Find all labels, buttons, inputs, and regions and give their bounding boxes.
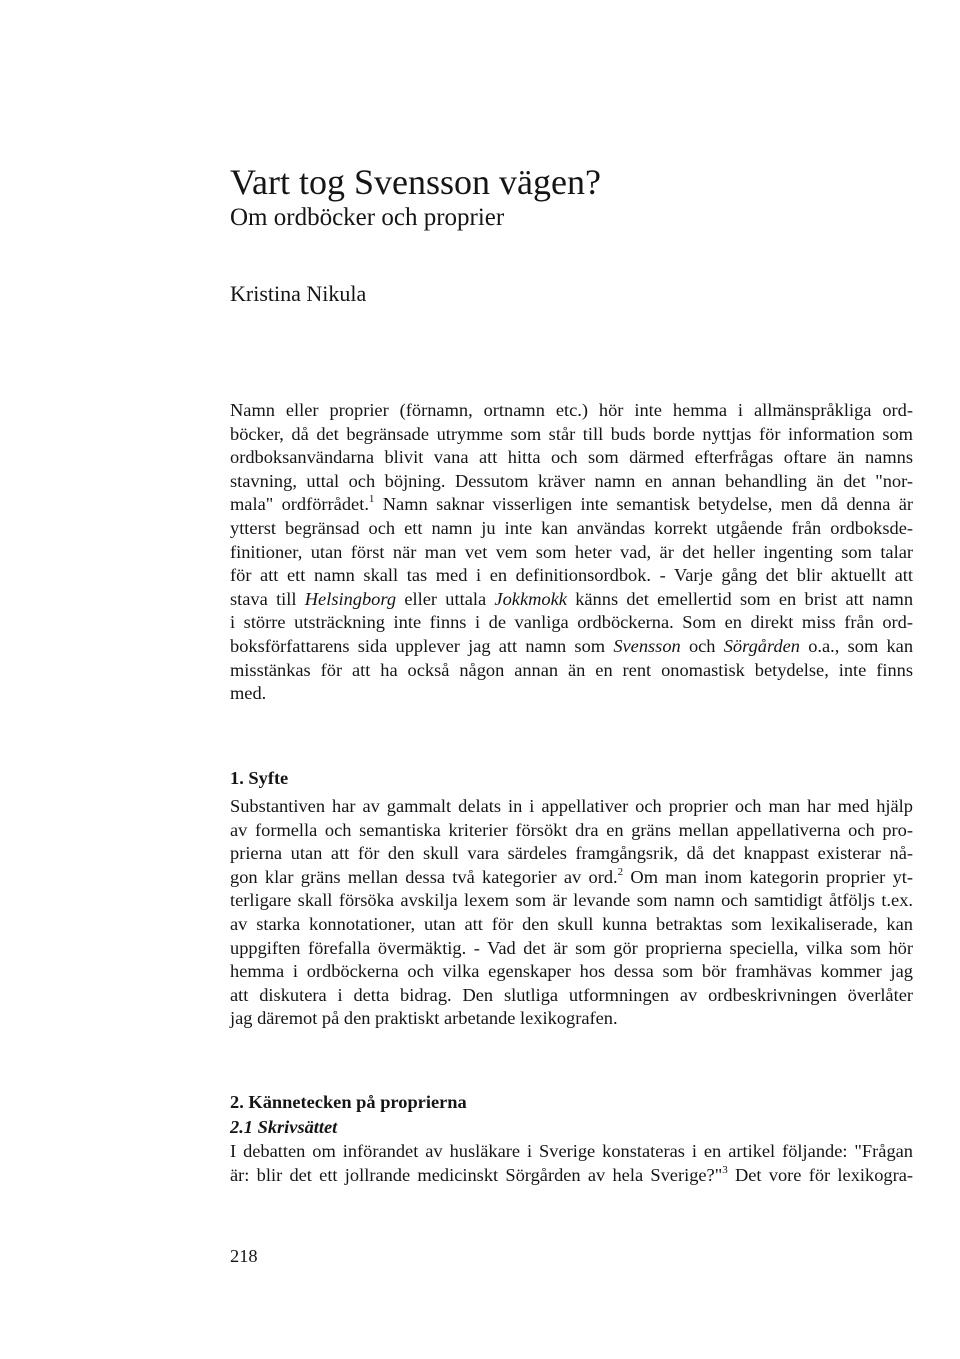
section2-paragraph	[230, 1140, 913, 1187]
section-heading-kannetecken: 2. Kännetecken på proprierna	[230, 1092, 467, 1112]
text-line	[230, 1164, 913, 1188]
text-segment: o.a., som kan	[800, 635, 914, 656]
text-line: I debatten om införandet av husläkare i Sverige konstateras i en artikel följande: "Frågan	[230, 1141, 913, 1161]
text-segment: är: blir det ett jollrande medicinskt Sörgården av hela Sverige?"	[230, 1164, 723, 1185]
article-subtitle: Om ordböcker och proprier	[230, 204, 505, 231]
text-line: av formella och semantiska kriterier försökt dra en gräns mellan appellativerna och pro-	[230, 819, 913, 840]
text-segment: mala" ordförrådet.	[230, 494, 369, 515]
text-line: att diskutera i detta bidrag. Den slutliga utformningen av ordbeskrivningen överlåter	[230, 984, 913, 1005]
text-line: prierna utan att för den skull vara särdeles framgångsrik, då det knappast existerar nå-	[230, 843, 913, 864]
text-segment: Namn saknar visserligen inte semantisk betydelse, men då denna är	[374, 494, 913, 515]
footnote-marker: 3	[722, 1163, 728, 1176]
text-line: hemma i ordböckerna och vilka egenskaper hos dessa som bör framhävas kommer jag	[230, 961, 913, 982]
text-line: ytterst begränsad och ett namn ju inte kan användas korrekt utgående från ordboksde-	[230, 517, 913, 538]
text-segment: boksförfattarens sida upplever jag att namn som	[230, 635, 614, 656]
text-segment: gon klar gräns mellan dessa två kategorier av ord.	[230, 866, 618, 887]
text-line: Substantiven har av gammalt delats in i appellativer och proprier och man har med hjälp	[230, 796, 913, 816]
author-name: Kristina Nikula	[230, 281, 367, 306]
section-heading-syfte: 1. Syfte	[230, 768, 289, 788]
text-segment: Om man inom kategorin proprier yt-	[623, 866, 914, 887]
text-segment: känns det emellertid som en brist att namn	[566, 588, 914, 609]
text-line: Namn eller proprier (förnamn, ortnamn etc.) hör inte hemma i allmänspråkliga ord-	[230, 400, 913, 420]
text-line	[230, 635, 913, 659]
text-line	[230, 588, 913, 612]
text-line: böcker, då det begränsade utrymme som står till buds borde nyttjas för information som	[230, 423, 913, 444]
footnote-marker: 2	[617, 865, 624, 878]
section1-paragraph	[230, 795, 913, 1031]
example-name: Sörgården	[723, 635, 801, 656]
page-number: 218	[230, 1246, 258, 1266]
text-line: uppgiften förefalla övermäktig. - Vad det är som gör proprierna speciella, vilka som hör	[230, 937, 913, 958]
text-line	[230, 866, 913, 890]
text-line: jag däremot på den praktiskt arbetande lexikografen.	[230, 1008, 618, 1029]
article-title: Vart tog Svensson vägen?	[230, 162, 601, 202]
subsection-heading-skrivsattet: 2.1 Skrivsättet	[230, 1117, 338, 1137]
text-line: finitioner, utan först när man vet vem som heter vad, är det heller ingenting som talar	[230, 541, 913, 562]
intro-paragraph	[230, 399, 913, 706]
text-line: för att ett namn skall tas med i en definitionsordbok. - Varje gång det blir aktuellt att	[230, 565, 913, 586]
text-line: misstänkas för att ha också någon annan än en rent onomastisk betydelse, inte finns	[230, 659, 913, 680]
example-name: Jokkmokk	[494, 588, 567, 609]
text-segment: eller uttala	[396, 588, 495, 609]
text-line: stavning, uttal och böjning. Dessutom kräver namn en annan behandling än det "nor-	[230, 470, 913, 491]
text-segment: Det vore för lexikogra-	[727, 1164, 913, 1185]
example-name: Svensson	[613, 635, 681, 656]
text-line: med.	[230, 683, 267, 704]
text-segment: stava till	[230, 588, 305, 609]
footnote-marker: 1	[368, 493, 375, 506]
example-name: Helsingborg	[304, 588, 397, 609]
text-line: ordboksanvändarna blivit vana att hitta och som därmed efterfrågas oftare än namns	[230, 447, 913, 468]
text-line	[230, 493, 913, 517]
text-line: i större utsträckning inte finns i de vanliga ordböckerna. Som en direkt miss från ord-	[230, 612, 913, 633]
text-line: terligare skall försöka avskilja lexem som är levande som namn och samtidigt åtföljs t.ex.	[230, 890, 913, 911]
text-segment: och	[680, 635, 724, 656]
text-line: av starka konnotationer, utan att för den skull kunna betraktas som lexikaliserade, kan	[230, 913, 913, 934]
